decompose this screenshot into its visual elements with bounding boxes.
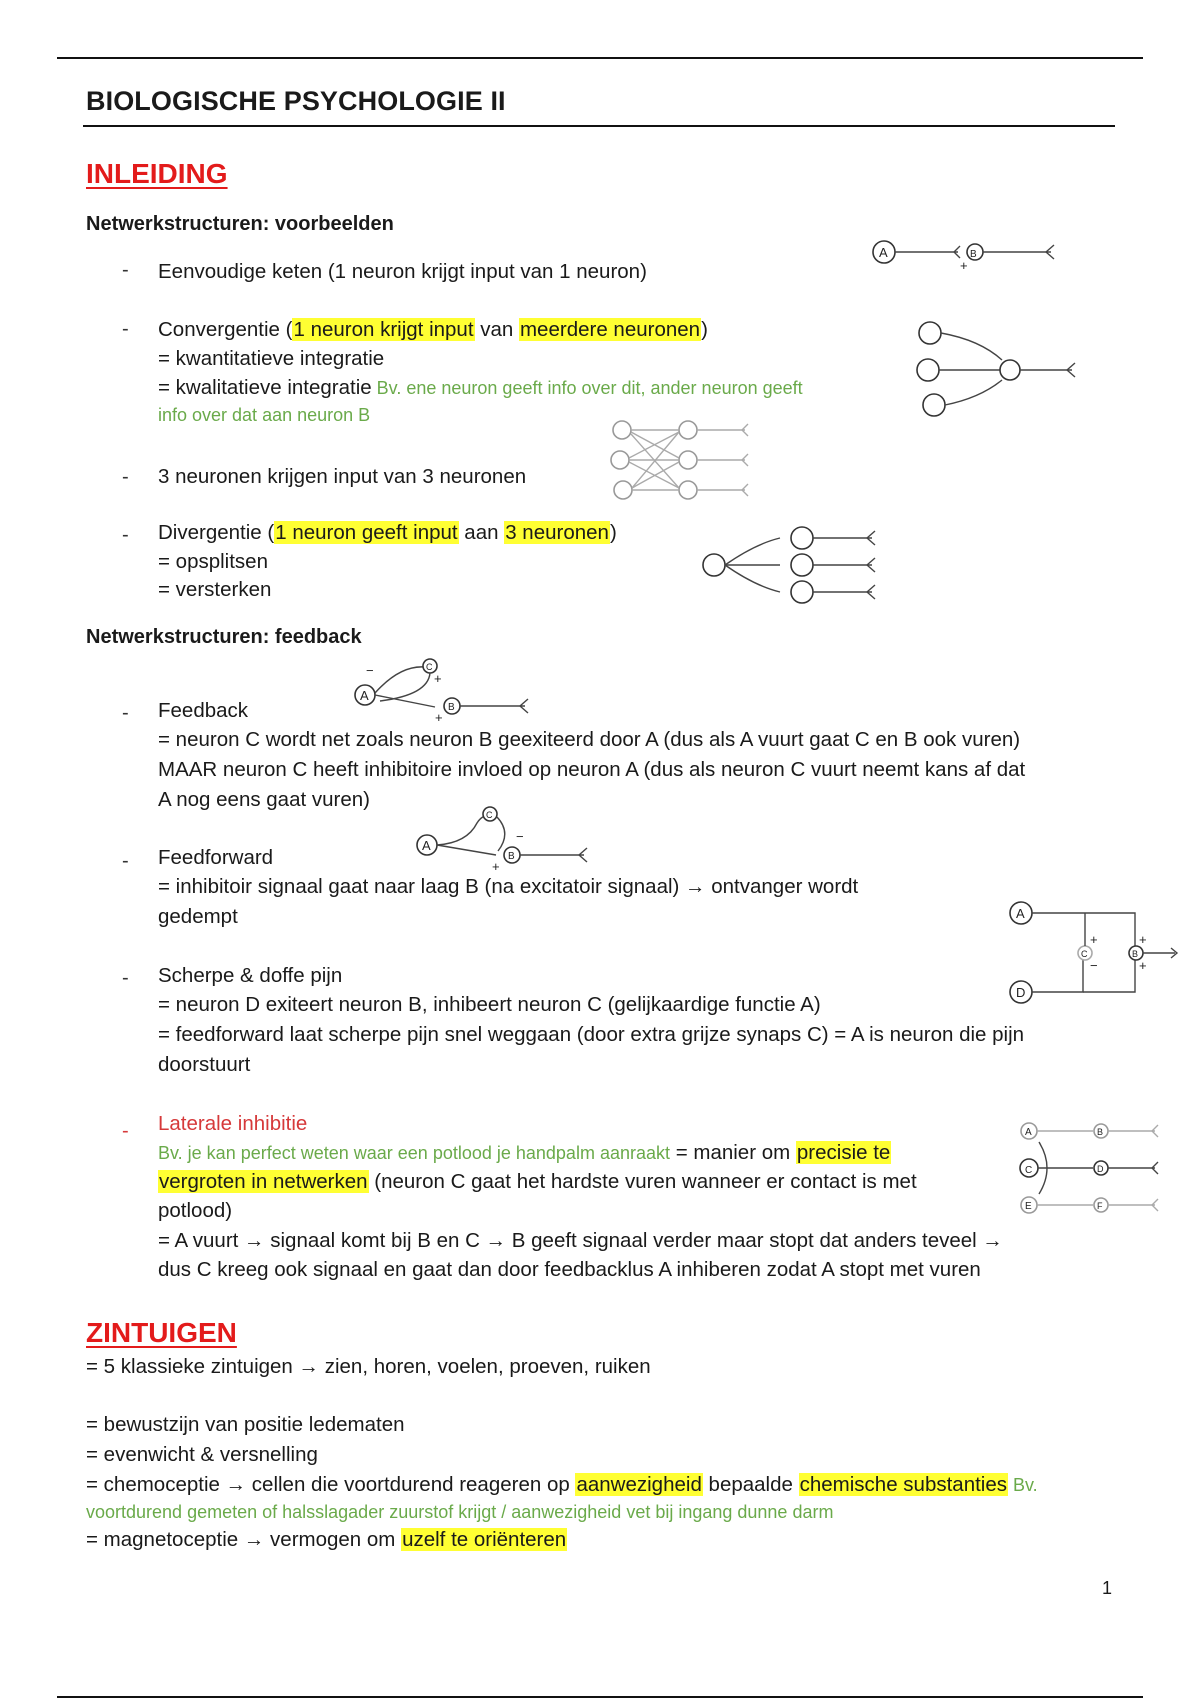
line-zintuigen-5: voortdurend gemeten of halsslagader zuurstof krijgt / aanwezigheid vet bij ingang dunne darm xyxy=(86,1502,834,1522)
plus-sign: + xyxy=(434,671,442,686)
line-pijn-title: Scherpe & doffe pijn xyxy=(158,964,343,987)
line-laterale-4: potlood) xyxy=(158,1199,233,1222)
label-b: B xyxy=(508,851,515,862)
label-b: B xyxy=(1097,1127,1104,1137)
line-drie-neuronen: 3 neuronen krijgen input van 3 neuronen xyxy=(158,465,527,488)
label-a: A xyxy=(1025,1127,1032,1138)
line-pijn-3: = feedforward laat scherpe pijn snel weggaan (door extra grijze synaps C) = A is neuron die pijn xyxy=(158,1023,1025,1046)
line-zintuigen-3: = evenwicht & versnelling xyxy=(86,1443,318,1466)
plus-sign: + xyxy=(492,859,500,874)
page-number: 1 xyxy=(1102,1578,1113,1598)
diagram-feedforward xyxy=(412,803,602,873)
line-convergentie: Convergentie (1 neuron krijgt input van meerdere neuronen) xyxy=(158,318,708,341)
bullet-dash: - xyxy=(122,702,129,724)
title-underline xyxy=(83,125,1115,127)
line-pijn-4: doorstuurt xyxy=(158,1053,251,1076)
line-laterale-title: Laterale inhibitie xyxy=(158,1112,308,1135)
line-feedforward-title: Feedforward xyxy=(158,846,274,869)
line-zintuigen-4: = chemoceptie → cellen die voortdurend reageren op aanwezigheid bepaalde chemische substanties Bv. xyxy=(86,1473,1038,1496)
label-c: C xyxy=(426,662,433,672)
line-laterale-6: dus C kreeg ook signaal en gaat dan door feedbacklus A inhiberen zodat A stopt met vuren xyxy=(158,1258,981,1281)
line-laterale-5: = A vuurt → signaal komt bij B en C → B geeft signaal verder maar stopt dat anders teveel → xyxy=(158,1229,1003,1252)
subheading-feedback: Netwerkstructuren: feedback xyxy=(86,626,362,648)
label-e: E xyxy=(1025,1201,1032,1212)
heading-inleiding: INLEIDING xyxy=(86,158,228,189)
line-feedback-4: A nog eens gaat vuren) xyxy=(158,788,370,811)
line-keten: Eenvoudige keten (1 neuron krijgt input van 1 neuron) xyxy=(158,260,647,283)
line-feedback-2: = neuron C wordt net zoals neuron B geexiteerd door A (dus als A vuurt gaat C en B ook vuren) xyxy=(158,728,1021,751)
diagram-3-naar-3 xyxy=(600,418,760,504)
bullet-dash: - xyxy=(122,850,129,872)
label-d: D xyxy=(1097,1164,1104,1174)
diagram-divergentie xyxy=(700,522,880,602)
line-zintuigen-2: = bewustzijn van positie ledematen xyxy=(86,1413,405,1436)
line-feedforward-2: = inhibitoir signaal gaat naar laag B (na excitatoir signaal) → ontvanger wordt xyxy=(158,875,859,898)
plus-sign: + xyxy=(960,258,968,273)
label-b: B xyxy=(448,702,455,713)
label-c: C xyxy=(486,810,493,820)
subheading-voorbeelden: Netwerkstructuren: voorbeelden xyxy=(86,213,394,235)
minus-sign: − xyxy=(366,663,374,678)
label-c: C xyxy=(1025,1165,1033,1176)
line-opsplitsen: = opsplitsen xyxy=(158,550,268,573)
line-pijn-2: = neuron D exiteert neuron B, inhibeert neuron C (gelijkaardige functie A) xyxy=(158,993,821,1016)
minus-sign: − xyxy=(516,829,524,844)
label-a: A xyxy=(422,838,431,853)
heading-zintuigen: ZINTUIGEN xyxy=(86,1317,237,1348)
line-feedback-title: Feedback xyxy=(158,699,249,722)
bottom-rule xyxy=(57,1696,1143,1698)
top-rule xyxy=(57,57,1143,59)
diagram-simple-chain xyxy=(868,236,1068,272)
diagram-convergentie xyxy=(910,320,1090,420)
plus-sign: + xyxy=(435,710,443,725)
line-versterken: = versterken xyxy=(158,578,272,601)
document-title: BIOLOGISCHE PSYCHOLOGIE II xyxy=(86,86,506,116)
label-a: A xyxy=(1016,906,1025,921)
plus-sign: + xyxy=(1139,932,1147,947)
diagram-scherpe-doffe-pijn xyxy=(1005,900,1185,1010)
label-a: A xyxy=(879,245,888,260)
bullet-dash: - xyxy=(122,967,129,989)
line-laterale-2: Bv. je kan perfect weten waar een potlood je handpalm aanraakt = manier om precisie te xyxy=(158,1141,891,1164)
label-c: C xyxy=(1081,949,1088,959)
line-kwalitatief-example: info over dat aan neuron B xyxy=(158,405,371,425)
line-divergentie: Divergentie (1 neuron geeft input aan 3 neuronen) xyxy=(158,521,617,544)
bullet-dash: - xyxy=(122,524,129,546)
label-f: F xyxy=(1097,1201,1103,1211)
line-kwalitatief: = kwalitatieve integratie Bv. ene neuron geeft info over dit, ander neuron geeft xyxy=(158,376,803,399)
line-feedback-3: MAAR neuron C heeft inhibitoire invloed op neuron A (dus als neuron C vuurt neemt kans af dat xyxy=(158,758,1026,781)
bullet-dash: - xyxy=(122,259,129,281)
minus-sign: − xyxy=(1090,958,1098,973)
label-d: D xyxy=(1016,985,1026,1000)
line-zintuigen-1: = 5 klassieke zintuigen → zien, horen, voelen, proeven, ruiken xyxy=(86,1355,651,1378)
line-zintuigen-6: = magnetoceptie → vermogen om uzelf te oriënteren xyxy=(86,1528,567,1551)
label-b: B xyxy=(1132,949,1139,959)
plus-sign: + xyxy=(1139,958,1147,973)
diagram-laterale-inhibitie xyxy=(1015,1118,1165,1218)
line-kwantitatief: = kwantitatieve integratie xyxy=(158,347,385,370)
bullet-dash: - xyxy=(122,466,129,488)
label-a: A xyxy=(360,688,369,703)
label-b: B xyxy=(970,249,977,260)
bullet-dash-red: - xyxy=(122,1120,129,1142)
bullet-dash: - xyxy=(122,318,129,340)
line-laterale-3: vergroten in netwerken (neuron C gaat het hardste vuren wanneer er contact is met xyxy=(159,1170,917,1193)
plus-sign: + xyxy=(1090,932,1098,947)
line-feedforward-3: gedempt xyxy=(158,905,238,928)
diagram-feedback xyxy=(350,655,540,725)
